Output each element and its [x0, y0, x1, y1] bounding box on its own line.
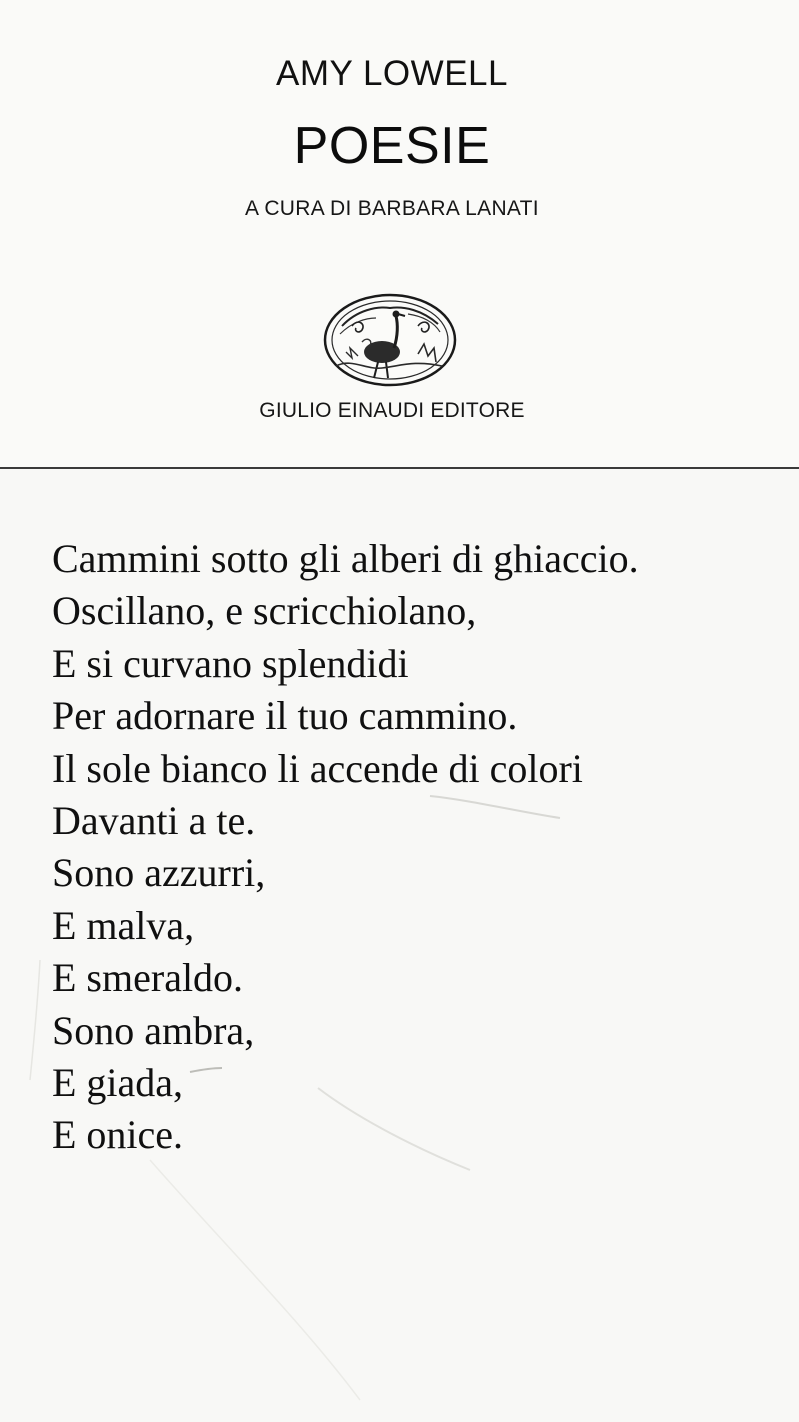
poem-line: E si curvano splendidi [52, 640, 409, 686]
editor-credit: A CURA DI BARBARA LANATI [245, 197, 539, 220]
poem-line: Il sole bianco li accende di colori [52, 745, 583, 791]
poem-line: Oscillano, e scricchiolano, [52, 588, 477, 634]
poem-line: Sono azzurri, [52, 850, 266, 896]
poem-line: E giada, [52, 1060, 184, 1106]
poem-text [52, 533, 639, 1162]
poem-line: Cammini sotto gli alberi di ghiaccio. [52, 536, 639, 581]
poem-line: Sono ambra, [52, 1007, 255, 1053]
horizontal-rule [0, 467, 799, 469]
cover-header [0, 0, 799, 468]
book-title: POESIE [293, 117, 491, 175]
author-name: AMY LOWELL [276, 54, 508, 93]
poem-line: Per adornare il tuo cammino. [52, 693, 518, 739]
poem-line: E smeraldo. [52, 955, 244, 1001]
ostrich-emblem-icon [322, 292, 458, 388]
poem-line: E onice. [52, 1112, 184, 1158]
poem-line: Davanti a te. [52, 798, 256, 844]
publisher-name: GIULIO EINAUDI EDITORE [259, 399, 525, 422]
poem-line: E malva, [52, 902, 195, 948]
